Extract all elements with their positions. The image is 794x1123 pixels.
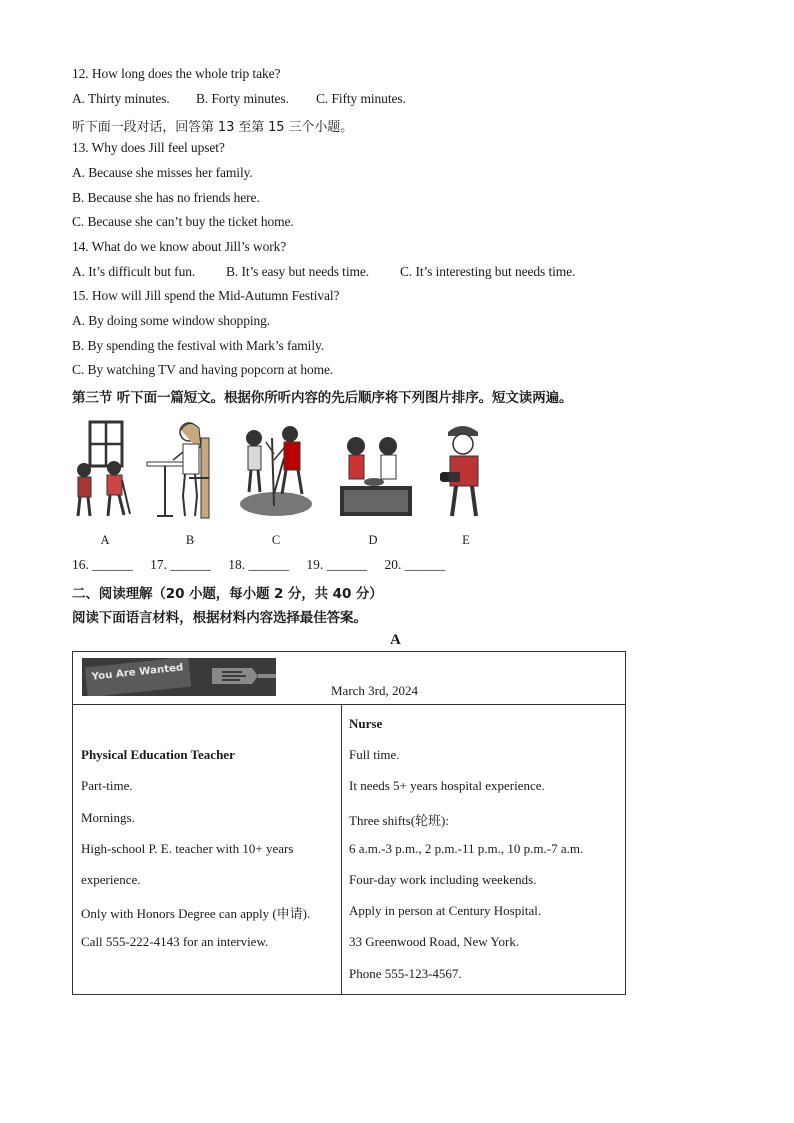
question-15-option-a: A. By doing some window shopping. <box>72 313 271 328</box>
blank-18[interactable]: 18. ______ <box>228 557 289 572</box>
nurse-title: Nurse <box>349 716 383 731</box>
question-13-option-a: A. Because she misses her family. <box>72 165 253 180</box>
nurse-line: Four-day work including weekends. <box>349 872 537 887</box>
blank-20[interactable]: 20. ______ <box>384 557 446 572</box>
option-b: B. Forty minutes. <box>196 91 289 106</box>
pe-teacher-line: High-school P. E. teacher with 10+ years <box>81 841 294 856</box>
picture-a <box>72 418 138 522</box>
column-divider <box>341 704 342 994</box>
nurse-line: Phone 555-123-4567. <box>349 966 462 981</box>
question-14: 14. What do we know about Jill’s work? <box>72 239 287 254</box>
picture-label-a: A <box>100 533 110 547</box>
picture-e <box>440 418 490 522</box>
job-ad-table <box>72 651 626 995</box>
option-c: C. It’s interesting but needs time. <box>400 264 576 279</box>
pe-teacher-line: Call 555-222-4143 for an interview. <box>81 934 269 949</box>
pe-teacher-line: Only with Honors Degree can apply (申请). <box>81 906 311 921</box>
picture-label-b: B <box>185 533 195 547</box>
question-12: 12. How long does the whole trip take? <box>72 66 281 81</box>
picture-label-d: D <box>368 533 378 547</box>
question-15-option-c: C. By watching TV and having popcorn at home. <box>72 362 334 377</box>
nurse-line: Three shifts(轮班): <box>349 813 450 828</box>
ad-header <box>73 652 625 705</box>
blank-19[interactable]: 19. ______ <box>306 557 368 572</box>
ad-date: March 3rd, 2024 <box>331 683 419 698</box>
answer-blanks <box>72 557 459 573</box>
question-15: 15. How will Jill spend the Mid-Autumn Festival? <box>72 288 340 303</box>
question-13: 13. Why does Jill feel upset? <box>72 140 225 155</box>
question-13-option-c: C. Because she can’t buy the ticket home. <box>72 214 294 229</box>
pe-teacher-title: Physical Education Teacher <box>81 747 235 762</box>
blank-16[interactable]: 16. ______ <box>72 557 133 572</box>
question-12-options <box>72 91 406 107</box>
part-2-instruction: 阅读下面语言材料，根据材料内容选择最佳答案。 <box>72 610 367 626</box>
nurse-line: It needs 5+ years hospital experience. <box>349 778 545 793</box>
part-2-title: 二、阅读理解（20 小题，每小题 2 分，共 40 分） <box>72 586 383 602</box>
option-c: C. Fifty minutes. <box>316 91 406 106</box>
passage-label: A <box>390 632 401 648</box>
picture-label-c: C <box>271 533 281 547</box>
pe-teacher-line: experience. <box>81 872 141 887</box>
picture-b <box>145 418 215 522</box>
nurse-line: 6 a.m.-3 p.m., 2 p.m.-11 p.m., 10 p.m.-7 a.m. <box>349 841 584 856</box>
nurse-line: Apply in person at Century Hospital. <box>349 903 542 918</box>
banner-text: You Are Wanted <box>91 662 182 683</box>
option-a: A. It’s difficult but fun. <box>72 264 196 279</box>
instruction-13-15: 听下面一段对话，回答第 13 至第 15 三个小题。 <box>72 120 354 135</box>
picture-label-e: E <box>462 533 470 547</box>
picture-c <box>236 418 316 522</box>
question-13-option-b: B. Because she has no friends here. <box>72 190 260 205</box>
pe-teacher-line: Part-time. <box>81 778 133 793</box>
nurse-line: Full time. <box>349 747 400 762</box>
option-b: B. It’s easy but needs time. <box>226 264 370 279</box>
nurse-line: 33 Greenwood Road, New York. <box>349 934 520 949</box>
you-are-wanted-banner <box>82 658 276 696</box>
picture-d <box>338 418 414 522</box>
option-a: A. Thirty minutes. <box>72 91 170 106</box>
section-3-title: 第三节 听下面一篇短文。根据你所听内容的先后顺序将下列图片排序。短文读两遍。 <box>72 390 573 406</box>
question-14-options <box>72 264 575 280</box>
question-15-option-b: B. By spending the festival with Mark’s family. <box>72 338 325 353</box>
pe-teacher-line: Mornings. <box>81 810 135 825</box>
blank-17[interactable]: 17. ______ <box>150 557 211 572</box>
